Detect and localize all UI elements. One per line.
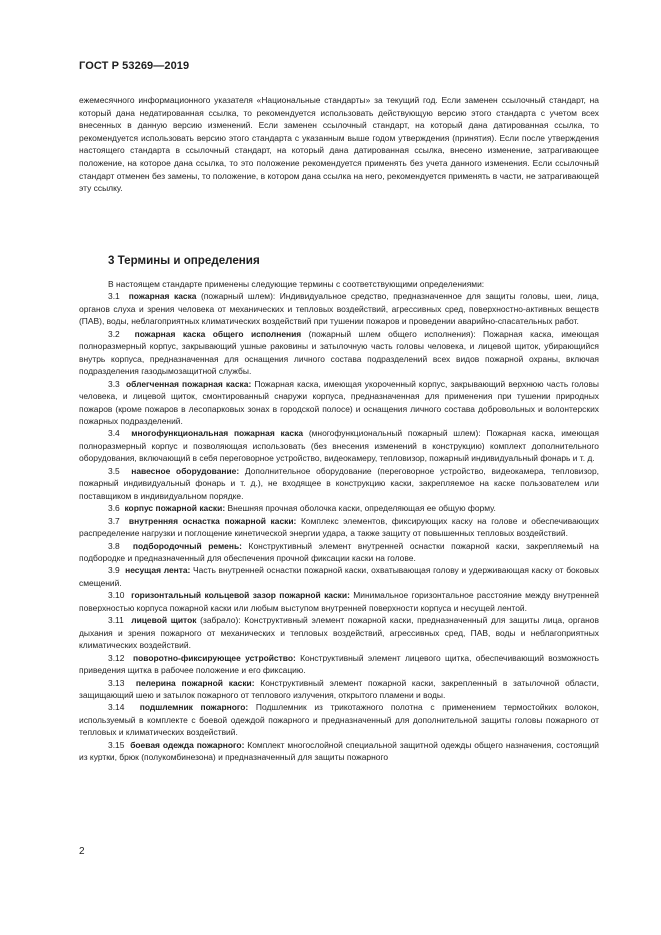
term-entry bbox=[79, 465, 599, 502]
term-number: 3.7 bbox=[108, 515, 120, 526]
term-name: поворотно-фиксирующее устройство: bbox=[133, 652, 296, 663]
term-entry bbox=[79, 515, 599, 540]
term-definition: Конструктивный элемент лицевого щитка, обеспечивающий возможность приведения щитка в рабочее положение и его фиксацию. bbox=[79, 652, 599, 676]
term-definition: Конструктивный элемент внутренней оснастки пожарной каски, закрепляемый на подбородке и предназначенный для обеспечения прочной фиксации каски на голове. bbox=[79, 540, 599, 563]
term-name: многофункциональная пожарная каска bbox=[131, 428, 304, 439]
term-definition: Минимальное горизонтальное расстояние между внутренней поверхностью корпуса пожарной каски или любым выступом внутренней поверхности корпуса и несущей лентой. bbox=[79, 590, 599, 613]
term-definition: (многофункциональный пожарный шлем): Пожарная каска, имеющая полноразмерный корпус и позволяющая использовать (без внесения изменений в конструкцию) комплект дополнительного оборудования, включающий в себя переговорное устройство, видеокамеру, тепловизор, пожарный индивидуальный фонарь и т. д. bbox=[79, 428, 599, 464]
term-number: 3.1 bbox=[108, 291, 120, 302]
term-name: лицевой щиток bbox=[131, 615, 197, 626]
term-number: 3.11 bbox=[108, 615, 124, 626]
term-entry bbox=[79, 701, 599, 738]
term-definition: Дополнительное оборудование (переговорное устройство, видеокамера, тепловизор, пожарный индивидуальный фонарь и т. д.), не входящее в конструкцию каски, закрепляемое на каске пользователем или поставщиком в индивидуальном порядке. bbox=[79, 465, 599, 501]
section-lead: В настоящем стандарте применены следующие термины с соответствующими определениями: bbox=[108, 279, 485, 289]
term-number: 3.4 bbox=[108, 428, 120, 439]
term-number: 3.12 bbox=[108, 652, 125, 663]
term-number: 3.14 bbox=[108, 702, 125, 713]
term-entry bbox=[79, 564, 599, 589]
term-name: облегченная пожарная каска: bbox=[125, 378, 252, 389]
term-number: 3.3 bbox=[108, 378, 120, 389]
term-definition: Пожарная каска, имеющая укороченный корпус, закрывающий верхнюю часть головы человека, и лицевой щиток, смонтированный снаружи корпуса, предназначенная для применения при тушении природных пожаров (кроме пожаров в лесопарковых зонах в городской полосе) и оснащения личного состава добровольных и волонтерских пожарных подразделений. bbox=[79, 378, 599, 426]
term-name: корпус пожарной каски: bbox=[124, 503, 226, 514]
term-name: пелерина пожарной каски: bbox=[135, 677, 255, 688]
term-number: 3.2 bbox=[108, 328, 120, 339]
term-entry bbox=[79, 677, 599, 702]
term-name: подбородочный ремень: bbox=[132, 540, 242, 551]
term-name: пожарная каска bbox=[128, 291, 197, 302]
term-definition: (забрало): Конструктивный элемент пожарной каски, предназначенный для защиты лица, органов дыхания и зрения пожарного от механических и тепловых воздействий, агрессивных сред, ПАВ, воды и неблагоприятных климатических воздействий. bbox=[79, 615, 599, 651]
term-definition: (пожарный шлем общего исполнения): Пожарная каска, имеющая полноразмерный корпус, закрывающий ушные раковины и затылочную часть головы человека, и лицевой щиток, убирающийся внутрь корпуса, предназначенная для оснащения личного состава подразделений всех видов пожарной охраны, включая подразделения газодымозащитной службы. bbox=[79, 328, 599, 377]
term-entry bbox=[79, 652, 599, 677]
section-title: 3 Термины и определения bbox=[108, 254, 260, 267]
intro-text: ежемесячного информационного указателя «Национальные стандарты» за текущий год. Если заменен ссылочный стандарт, на который дана недатированная ссылка, то рекомендуется использовать действующую версию этого стандарта с учетом всех внесенных в данную версию изменений. Если заменен ссылочный стандарт, на который дана датированная ссылка, то рекомендуется использовать версию этого стандарта с указанным выше годом утверждения (принятия). Если после утверждения настоящего стандарта в ссылочный стандарт, на который дана датированная ссылка, внесено изменение, затрагивающее положение, на которое дана ссылка, то это положение рекомендуется применять без учета данного изменения. Если ссылочный стандарт отменен без замены, то положение, в котором дана ссылка на него, рекомендуется применять в части, не затрагивающей эту ссылку. bbox=[79, 95, 599, 194]
term-entry bbox=[79, 378, 599, 428]
page-number: 2 bbox=[79, 846, 85, 857]
term-definition: Конструктивный элемент пожарной каски, закрепленный в затылочной области, защищающий шею и затылок пожарного от теплового излучения, открытого пламени и воды. bbox=[79, 677, 599, 700]
term-definition: (пожарный шлем): Индивидуальное средство, предназначенное для защиты головы, шеи, лица, органов слуха и зрения человека от механических и тепловых воздействий, агрессивных сред, поверхностно-активных веществ (ПАВ), воды, неблагоприятных климатических воздействий при тушении пожаров и проведении аварийно-спасательных работ. bbox=[79, 291, 599, 327]
term-number: 3.5 bbox=[108, 465, 120, 476]
term-entry bbox=[79, 589, 599, 614]
terms-list bbox=[79, 290, 599, 763]
term-definition: Комплекс элементов, фиксирующих каску на голове и обеспечивающих распределение нагрузки и поглощение кинетической энергии удара, а также защиту от повышенных тепловых воздействий. bbox=[79, 515, 599, 539]
term-name: пожарная каска общего исполнения bbox=[134, 328, 302, 339]
term-entry bbox=[79, 427, 599, 464]
term-number: 3.6 bbox=[108, 503, 120, 514]
term-entry bbox=[79, 328, 599, 378]
term-entry bbox=[79, 502, 599, 514]
term-entry bbox=[79, 739, 599, 764]
term-number: 3.9 bbox=[108, 565, 120, 576]
term-name: навесное оборудование: bbox=[131, 465, 240, 476]
term-number: 3.13 bbox=[108, 677, 125, 688]
term-name: боевая одежда пожарного: bbox=[130, 739, 245, 750]
term-name: горизонтальный кольцевой зазор пожарной каски: bbox=[131, 590, 350, 601]
term-name: подшлемник пожарного: bbox=[139, 702, 249, 713]
term-definition: Часть внутренней оснастки пожарной каски, охватывающая голову и удерживающая каску от боковых смещений. bbox=[79, 565, 599, 588]
document-header: ГОСТ Р 53269—2019 bbox=[79, 60, 190, 72]
section-body bbox=[79, 278, 599, 764]
term-number: 3.8 bbox=[108, 540, 120, 551]
term-definition: Подшлемник из трикотажного полотна с применением термостойких волокон, используемый в комплекте с боевой одеждой пожарного и предназначенный для дополнительной защиты головы пожарного от тепловых и климатических воздействий. bbox=[79, 702, 599, 738]
term-definition: Внешняя прочная оболочка каски, определяющая ее общую форму. bbox=[225, 503, 496, 514]
intro-paragraph bbox=[79, 94, 599, 195]
term-entry bbox=[79, 614, 599, 651]
term-entry bbox=[79, 290, 599, 327]
term-number: 3.15 bbox=[108, 739, 125, 750]
term-name: внутренняя оснастка пожарной каски: bbox=[128, 515, 297, 526]
term-number: 3.10 bbox=[108, 590, 125, 601]
term-name: несущая лента: bbox=[125, 565, 191, 576]
term-definition: Комплект многослойной специальной защитной одежды общего назначения, состоящий из куртки, брюк (полукомбинезона) и предназначенный для защиты пожарного bbox=[79, 739, 599, 763]
term-entry bbox=[79, 540, 599, 565]
